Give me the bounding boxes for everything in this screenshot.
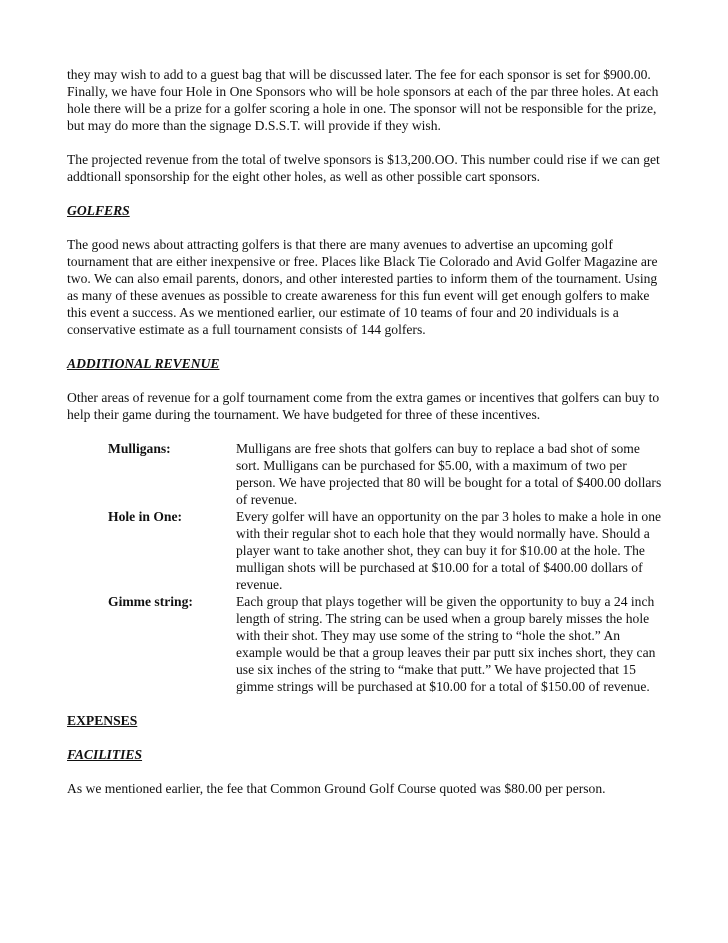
incentives-list	[67, 440, 667, 695]
incentive-row-hole-in-one	[108, 508, 667, 593]
incentive-row-mulligans	[108, 440, 667, 508]
golfers-heading: GOLFERS	[67, 203, 130, 218]
golfers-paragraph: The good news about attracting golfers is that there are many avenues to advertise an upcoming golf tournament that are either inexpensive or free. Places like Black Tie Colorado and Avid Golfer Magazine are two. We can also email parents, donors, and other interested parties to inform them of the tournament. Using as many of these avenues as possible to create awareness for this fun event will get enough golfers to make this event a success. As we mentioned earlier, our estimate of 10 teams of four and 20 individuals is a conservative estimate as a full tournament consists of 144 golfers.	[67, 237, 658, 337]
incentive-term: Gimme string:	[108, 594, 193, 609]
projected-revenue-paragraph: The projected revenue from the total of twelve sponsors is $13,200.OO. This number could rise if we can get addtionall sponsorship for the eight other holes, as well as other possible cart sponsors.	[67, 152, 660, 184]
facilities-paragraph: As we mentioned earlier, the fee that Common Ground Golf Course quoted was $80.00 per person.	[67, 781, 606, 796]
expenses-heading: EXPENSES	[67, 713, 138, 728]
incentive-term: Hole in One:	[108, 509, 183, 524]
incentive-definition: Every golfer will have an opportunity on the par 3 holes to make a hole in one with their regular shot to each hole that they would normally have. Should a player want to take another shot, they can buy it for $10.00 at the hole. The mulligan shots will be purchased at $10.00 for a total of $400.00 dollars of revenue.	[236, 509, 662, 592]
additional-revenue-paragraph: Other areas of revenue for a golf tournament come from the extra games or incentives that golfers can buy to help their game during the tournament. We have budgeted for three of these incentives.	[67, 390, 660, 422]
incentive-term: Mulligans:	[108, 441, 171, 456]
additional-revenue-heading: ADDITIONAL REVENUE	[67, 356, 220, 371]
incentive-definition: Mulligans are free shots that golfers can buy to replace a bad shot of some sort. Mulligans can be purchased for $5.00, with a maximum of two per person. We have projected that 80 will be bought for a total of $400.00 dollars of revenue.	[236, 441, 662, 507]
facilities-heading: FACILITIES	[67, 747, 143, 762]
incentive-row-gimme-string	[108, 593, 667, 695]
incentive-definition: Each group that plays together will be given the opportunity to buy a 24 inch length of string. The string can be used when a group barely misses the hole with their shot. They may use some of the string to “hole the shot.” An example would be that a group leaves their par putt six inches short, they can use six inches of the string to “make that putt.” We have projected that 15 gimme strings will be purchased at $10.00 for a total of $150.00 of revenue.	[236, 594, 656, 694]
sponsor-fee-paragraph: they may wish to add to a guest bag that will be discussed later. The fee for each sponsor is set for $900.00. Finally, we have four Hole in One Sponsors who will be hole sponsors at each of the par three holes. At each hole there will be a prize for a golfer scoring a hole in one. The sponsor will not be responsible for the prize, but may do more than the signage D.S.S.T. will provide if they wish.	[67, 67, 659, 133]
document-page	[67, 66, 667, 814]
